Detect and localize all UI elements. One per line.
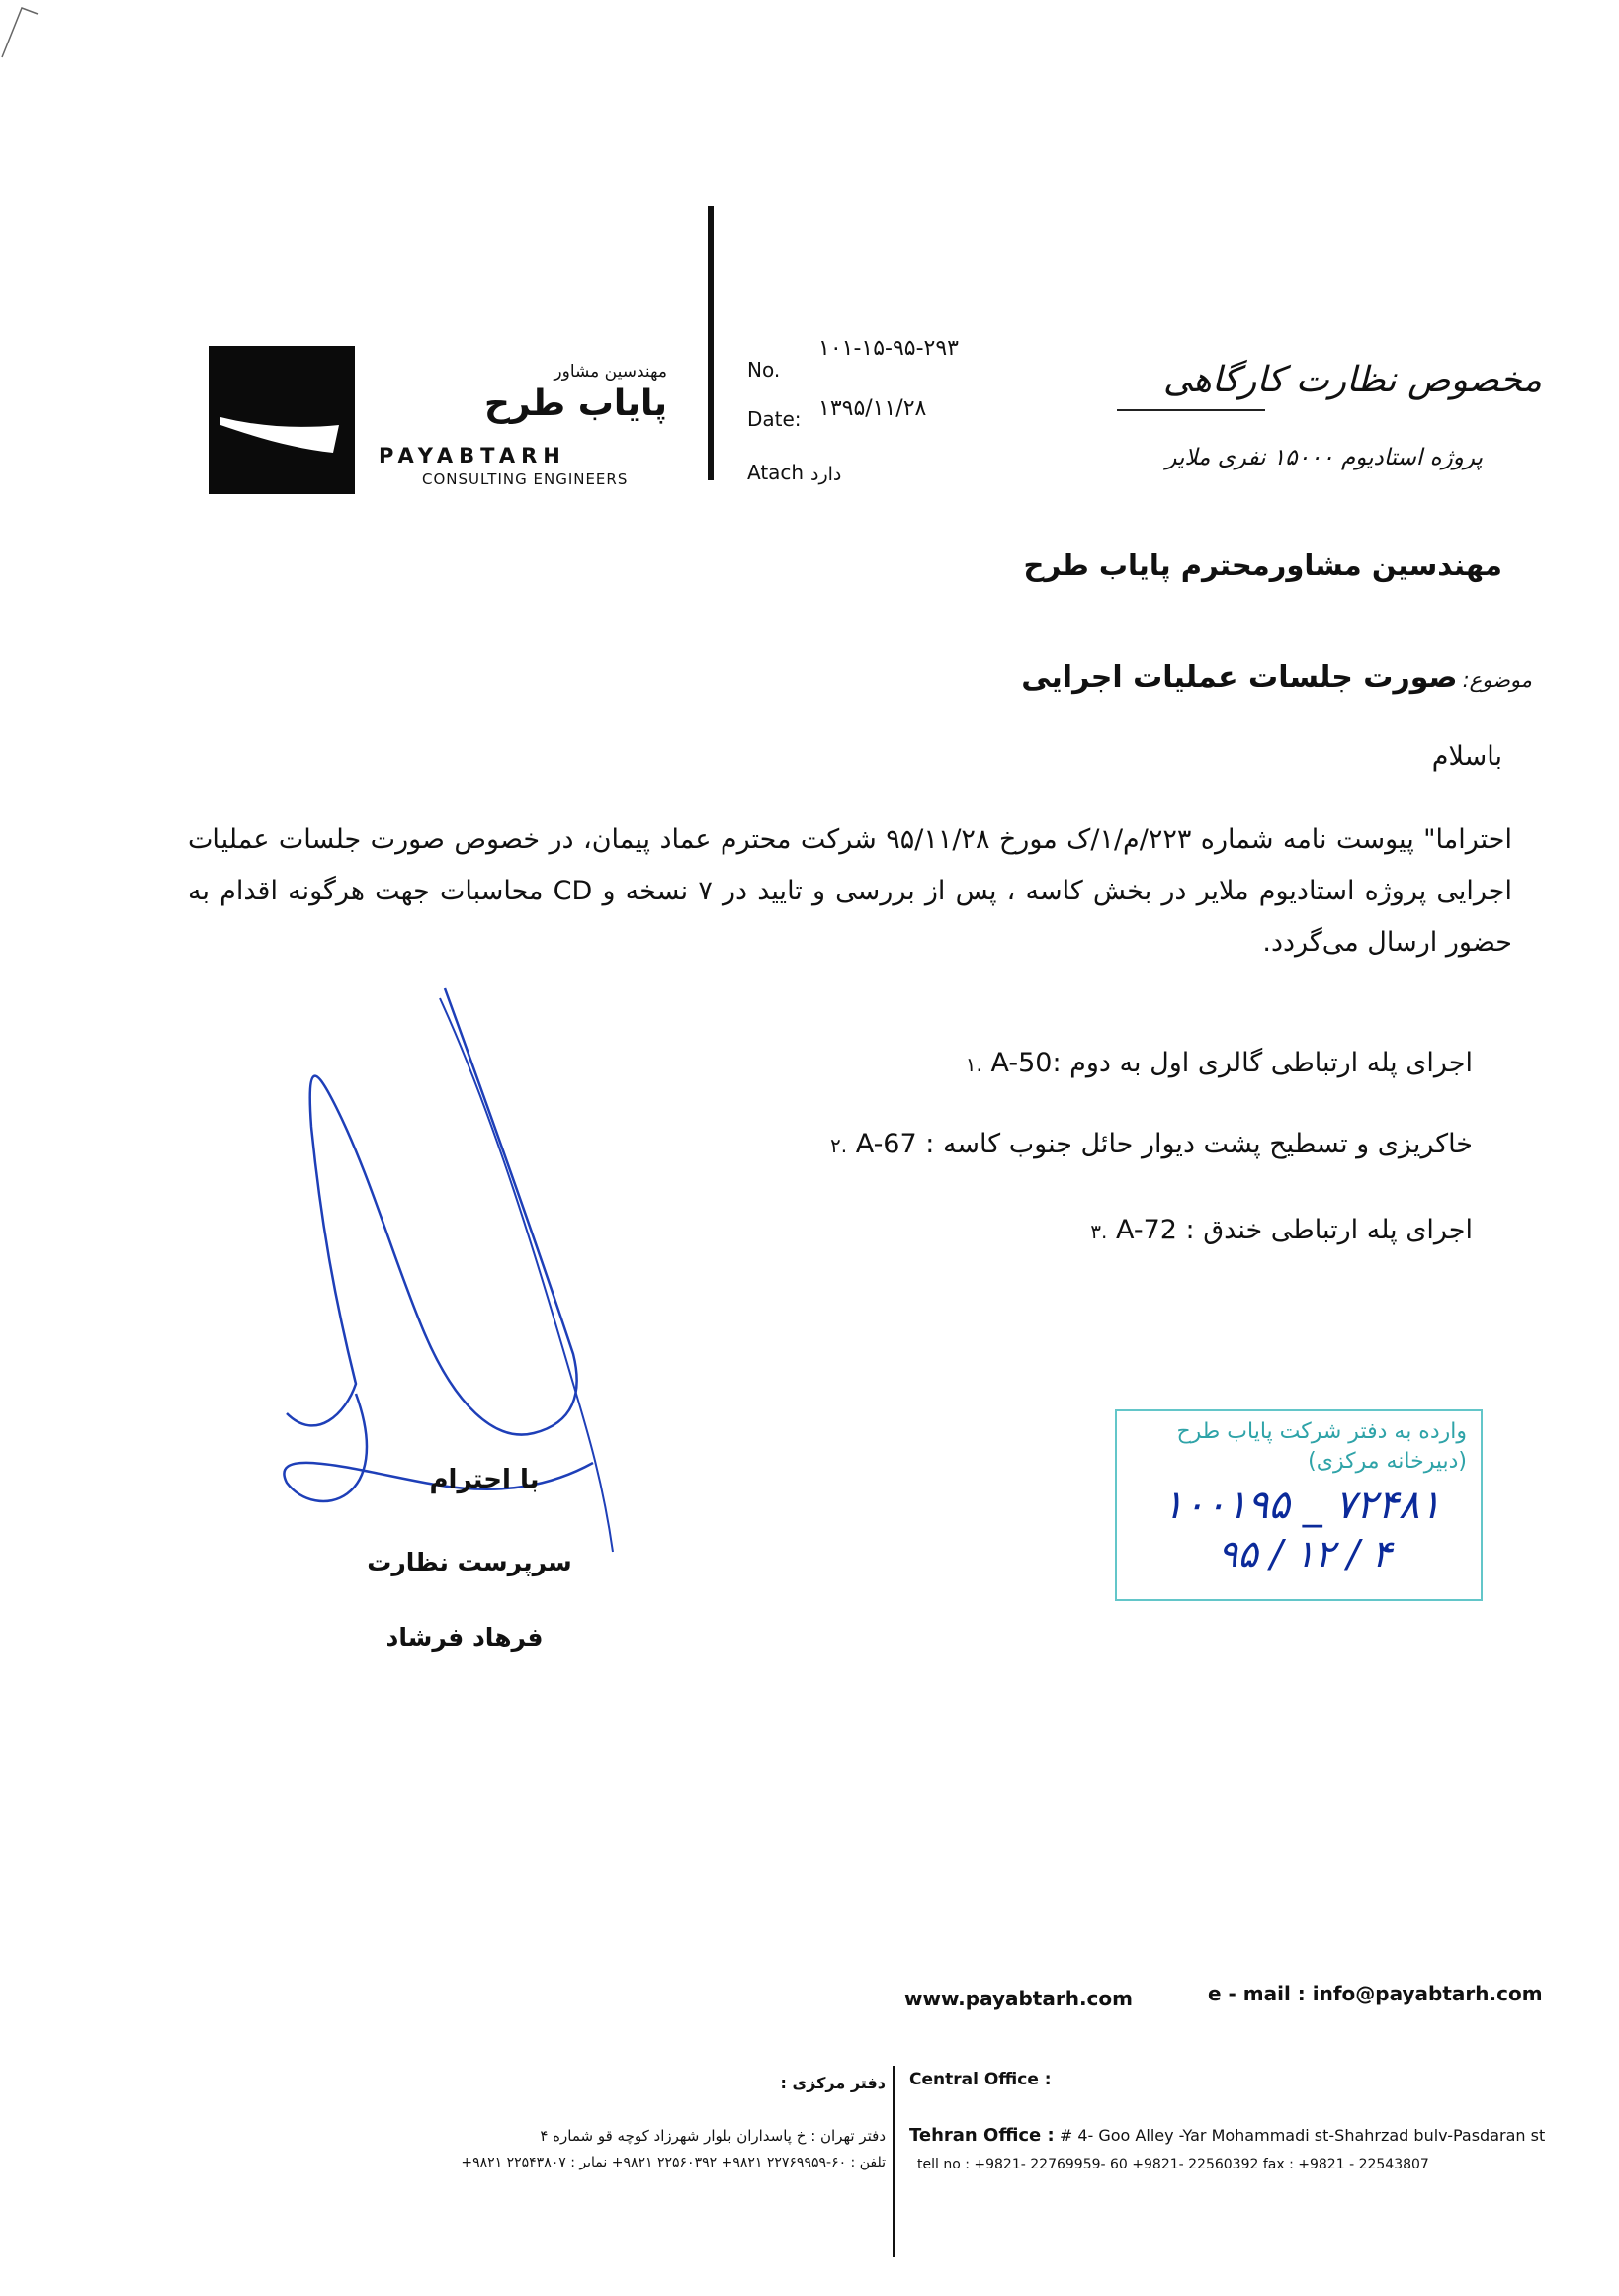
closing-phrase: با احترام — [429, 1465, 540, 1494]
handwritten-title: مخصوص نظارت کارگاهی — [1162, 360, 1542, 400]
company-name-en: PAYABTARH — [379, 444, 566, 468]
consultant-caption: مهندسین مشاور — [554, 362, 667, 382]
list-item — [1028, 1215, 1473, 1245]
tehran-office-label: Tehran Office : — [909, 2125, 1055, 2146]
list-item-number: .۳ — [1090, 1220, 1108, 1243]
footer-divider — [893, 2066, 895, 2257]
handwritten-project: پروژه استادیوم ۱۵۰۰۰ نفری ملایر — [1165, 445, 1483, 470]
scan-corner-mark — [0, 0, 40, 59]
phone-line-fa: تلفن : ۶۰-۲۲۷۶۹۹۵۹ ۹۸۲۱+ ۲۲۵۶۰۳۹۲ ۹۸۲۱+ نمابر : ۲۲۵۴۳۸۰۷ ۹۸۲۱+ — [461, 2155, 886, 2170]
list-item-text: A-72 : اجرای پله ارتباطی خندق — [1115, 1215, 1473, 1245]
list-item — [890, 1048, 1473, 1078]
received-stamp — [1115, 1409, 1483, 1601]
footer-email: e - mail : info@payabtarh.com — [1208, 1982, 1543, 2005]
tehran-office-address: # 4- Goo Alley -Yar Mohammadi st-Shahrzad bulv-Pasdaran st — [1059, 2126, 1546, 2145]
stamp-date: ۹۵ / ۱۲ / ۴ — [1218, 1532, 1392, 1575]
list-item-text: A-67 : خاکریزی و تسطیح پشت دیوار حائل جنوب کاسه — [855, 1129, 1473, 1159]
logo-swoosh-icon — [220, 415, 341, 455]
tehran-address-en — [909, 2125, 1545, 2146]
company-name-fa: پایاب طرح — [483, 383, 667, 424]
central-office-label-en: Central Office : — [909, 2070, 1052, 2089]
date-label: Date: — [747, 407, 802, 431]
header-divider — [708, 206, 714, 480]
company-logo — [209, 346, 355, 494]
subject-text: صورت جلسات عملیات اجرایی — [1021, 660, 1458, 695]
letter-number: ۱۰۱-۱۵-۹۵-۲۹۳ — [818, 336, 959, 361]
list-item — [751, 1129, 1473, 1159]
body-paragraph: احتراما" پیوست نامه شماره ۲۲۳/م/۱/ک مورخ ۹۵/۱۱/۲۸ شرکت محترم عماد پیمان، در خصوص صورت جلسات عملیات اجرایی پروژه استادیوم ملایر در بخش کاسه ، پس از بررسی و تایید در ۷ نسخه و CD محاسبات جهت هرگونه اقدام به حضور ارسال می‌گردد. — [188, 824, 1513, 958]
signer-title: سرپرست نظارت — [367, 1548, 572, 1576]
tehran-address-fa: دفتر تهران : خ پاسداران بلوار شهرزاد کوچه قو شماره ۴ — [540, 2127, 886, 2145]
stamp-text: وارده به دفتر شرکت پایاب طرح (دبیرخانه مرکزی) — [1176, 1419, 1467, 1474]
title-underline — [1117, 409, 1265, 411]
list-item-number: .۱ — [965, 1053, 982, 1076]
attachment-label: Atach — [747, 461, 805, 484]
list-item-number: .۲ — [829, 1134, 848, 1157]
phone-line-en: tell no : +9821- 22769959- 60 +9821- 22560392 fax : +9821 - 22543807 — [917, 2157, 1429, 2172]
list-item-text: A-50: اجرای پله ارتباطی گالری اول به دوم — [990, 1048, 1473, 1078]
subject-label: موضوع: — [1462, 668, 1532, 692]
signer-name: فرهاد فرشاد — [385, 1623, 544, 1652]
recipient-line: مهندسین مشاورمحترم پایاب طرح — [1023, 549, 1502, 582]
subject-line — [840, 660, 1532, 695]
company-subtitle: CONSULTING ENGINEERS — [422, 470, 629, 488]
greeting: باسلام — [1431, 741, 1502, 772]
letter-date: ۱۳۹۵/۱۱/۲۸ — [818, 396, 927, 421]
stamp-register-number: ۱۰۰۱۹۵ _ ۷۲۴۸۱ — [1162, 1483, 1441, 1528]
central-office-label-fa: دفتر مرکزی : — [780, 2074, 886, 2092]
number-label: No. — [747, 358, 781, 382]
footer-website: www.payabtarh.com — [904, 1987, 1133, 2010]
attachment-value: دارد — [810, 464, 842, 485]
